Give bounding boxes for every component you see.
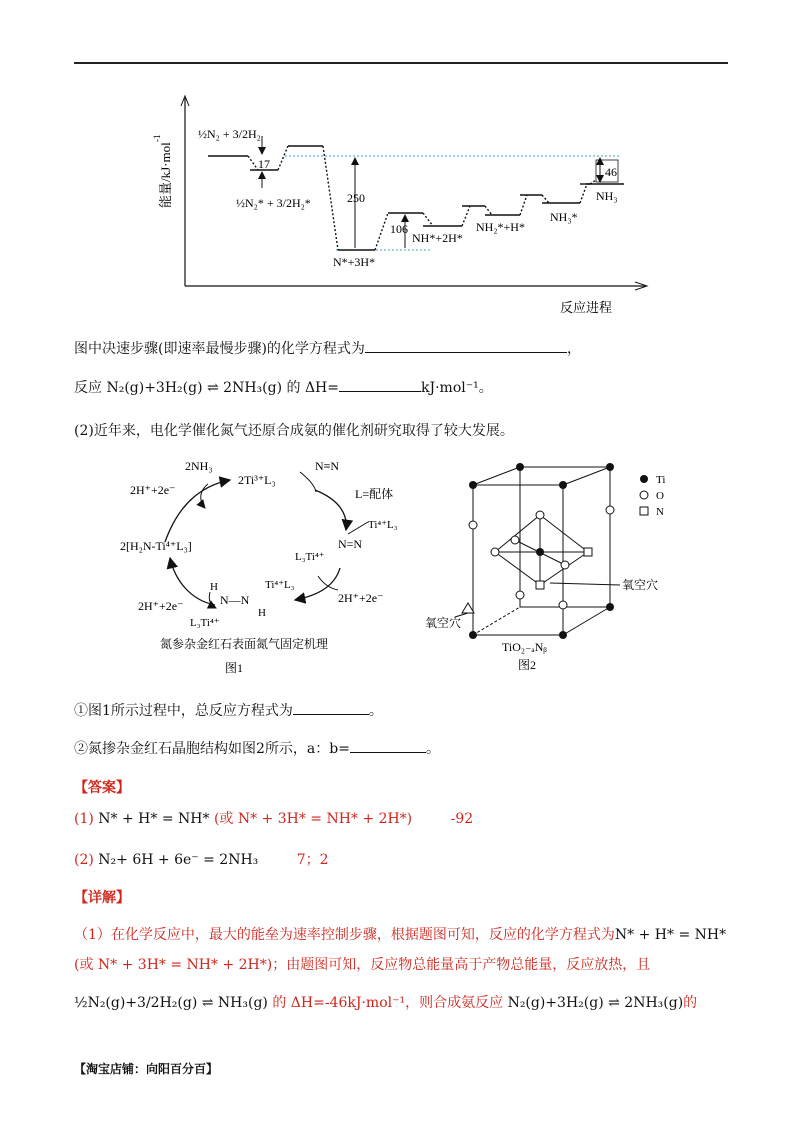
cycle-diazene: N=N — [338, 537, 363, 551]
fig2-label: 图2 — [518, 658, 537, 670]
value-17: 17 — [258, 157, 270, 171]
value-46: 46 — [605, 165, 617, 179]
cycle-hydrazine-ti-right: Ti⁴⁺L₃ — [265, 579, 295, 591]
q1-blank-1[interactable] — [365, 338, 567, 353]
cycle-left-top: 2H⁺+2e⁻ — [130, 483, 176, 497]
value-250: 250 — [347, 191, 365, 205]
x-axis-label: 反应进程 — [560, 300, 613, 315]
cycle-left-bottom: 2H⁺+2e⁻ — [138, 599, 184, 613]
q2-sub2: ②氮掺杂金红石晶胞结构如图2所示，a：b= 。 — [74, 738, 440, 758]
legend-ti: Ti — [656, 474, 666, 486]
cycle-n2: N≡N — [315, 459, 340, 473]
state-nh: NH*+2H* — [412, 231, 463, 245]
cycle-2nh3: 2NH₃ — [185, 459, 213, 473]
state-adsorbed: ½N₂* + 3/2H₂* — [236, 196, 311, 210]
cycle-hydrazine-ti-left: L₃Ti⁴⁺ — [190, 617, 220, 629]
footer-shop: 【淘宝店铺：向阳百分百】 — [74, 1062, 219, 1076]
cycle-ti4-top: Ti⁴⁺L₃ — [368, 519, 398, 531]
q2-blank-1[interactable] — [293, 700, 369, 715]
explain-line2: (或 N* + 3H* = NH* + 2H*)；由题图可知，反应物总能量高于产物总能量，反应放热，且 — [74, 957, 651, 973]
cycle-h-bottom: H — [258, 607, 266, 619]
state-n-h: N*+3H* — [333, 255, 376, 269]
vacancy-left: 氧空穴 — [425, 616, 462, 630]
legend-n: N — [656, 506, 664, 518]
cycle-caption: 氮参杂金红石表面氮气固定机理 — [160, 637, 329, 651]
y-axis-label: 能量/kJ·mol — [158, 142, 173, 208]
q2-intro: (2)近年来，电化学催化氮气还原合成氨的催化剂研究取得了较大发展。 — [74, 423, 514, 439]
energy-diagram — [140, 90, 660, 320]
figure-2-crystal — [410, 455, 680, 670]
cycle-ti3: 2Ti³⁺L₃ — [238, 473, 276, 487]
vacancy-right: 氧空穴 — [622, 578, 659, 592]
cycle-diazene-bottom: L₃Ti⁴⁺ — [295, 551, 325, 563]
figure-1-cycle — [110, 450, 410, 680]
answer-header: 【答案】 — [74, 780, 130, 796]
cycle-nh2: 2[H₂N-Ti⁴⁺L₃] — [120, 539, 192, 553]
answer-line1: (1) N* + H* = NH* (或 N* + 3H* = NH* + 2H*) -92 — [74, 811, 474, 827]
state-reactants: ½N₂ + 3/2H₂ — [198, 127, 261, 141]
state-nh2: NH₂*+H* — [476, 220, 525, 234]
legend-o: O — [656, 490, 664, 502]
answer-line2: (2) N₂+ 6H + 6e⁻ = 2NH₃ 7；2 — [74, 852, 329, 868]
crystal-formula: TiO₂₋ₐNᵦ — [502, 640, 547, 654]
explain-line3: ½N₂(g)+3/2H₂(g) ⇌ NH₃(g) 的 ΔH=-46kJ·mol⁻¹，则合成氨反应 N₂(g)+3H₂(g) ⇌ 2NH₃(g)的 — [74, 995, 698, 1011]
q1-blank-2[interactable] — [339, 377, 421, 392]
q2-sub1: ①图1所示过程中，总反应方程式为 。 — [74, 700, 383, 720]
cycle-right-bottom: 2H⁺+2e⁻ — [338, 591, 384, 605]
top-rule — [74, 62, 728, 64]
value-106: 106 — [390, 222, 408, 236]
q1-line2: 反应 N₂(g)+3H₂(g) ⇌ 2NH₃(g) 的 ΔH= kJ·mol⁻¹。 — [74, 377, 493, 397]
state-nh3-ads: NH₃* — [550, 210, 578, 224]
y-axis-label-sup: -1 — [152, 134, 162, 142]
explain-line1: （1）在化学反应中，最大的能垒为速率控制步骤，根据题图可知，反应的化学方程式为N* + H* = NH* — [74, 927, 727, 943]
o-atoms — [469, 506, 614, 609]
q2-blank-2[interactable] — [350, 738, 426, 753]
cycle-h-top: H — [210, 581, 218, 593]
explain-header: 【详解】 — [74, 890, 130, 906]
state-nh3: NH₃ — [596, 189, 618, 203]
cycle-hydrazine: N—N — [220, 593, 250, 607]
q1-line1: 图中决速步骤(即速率最慢步骤)的化学方程式为 ， — [74, 338, 581, 358]
fig1-label: 图1 — [225, 661, 244, 675]
cycle-ligand: L=配体 — [355, 487, 394, 501]
